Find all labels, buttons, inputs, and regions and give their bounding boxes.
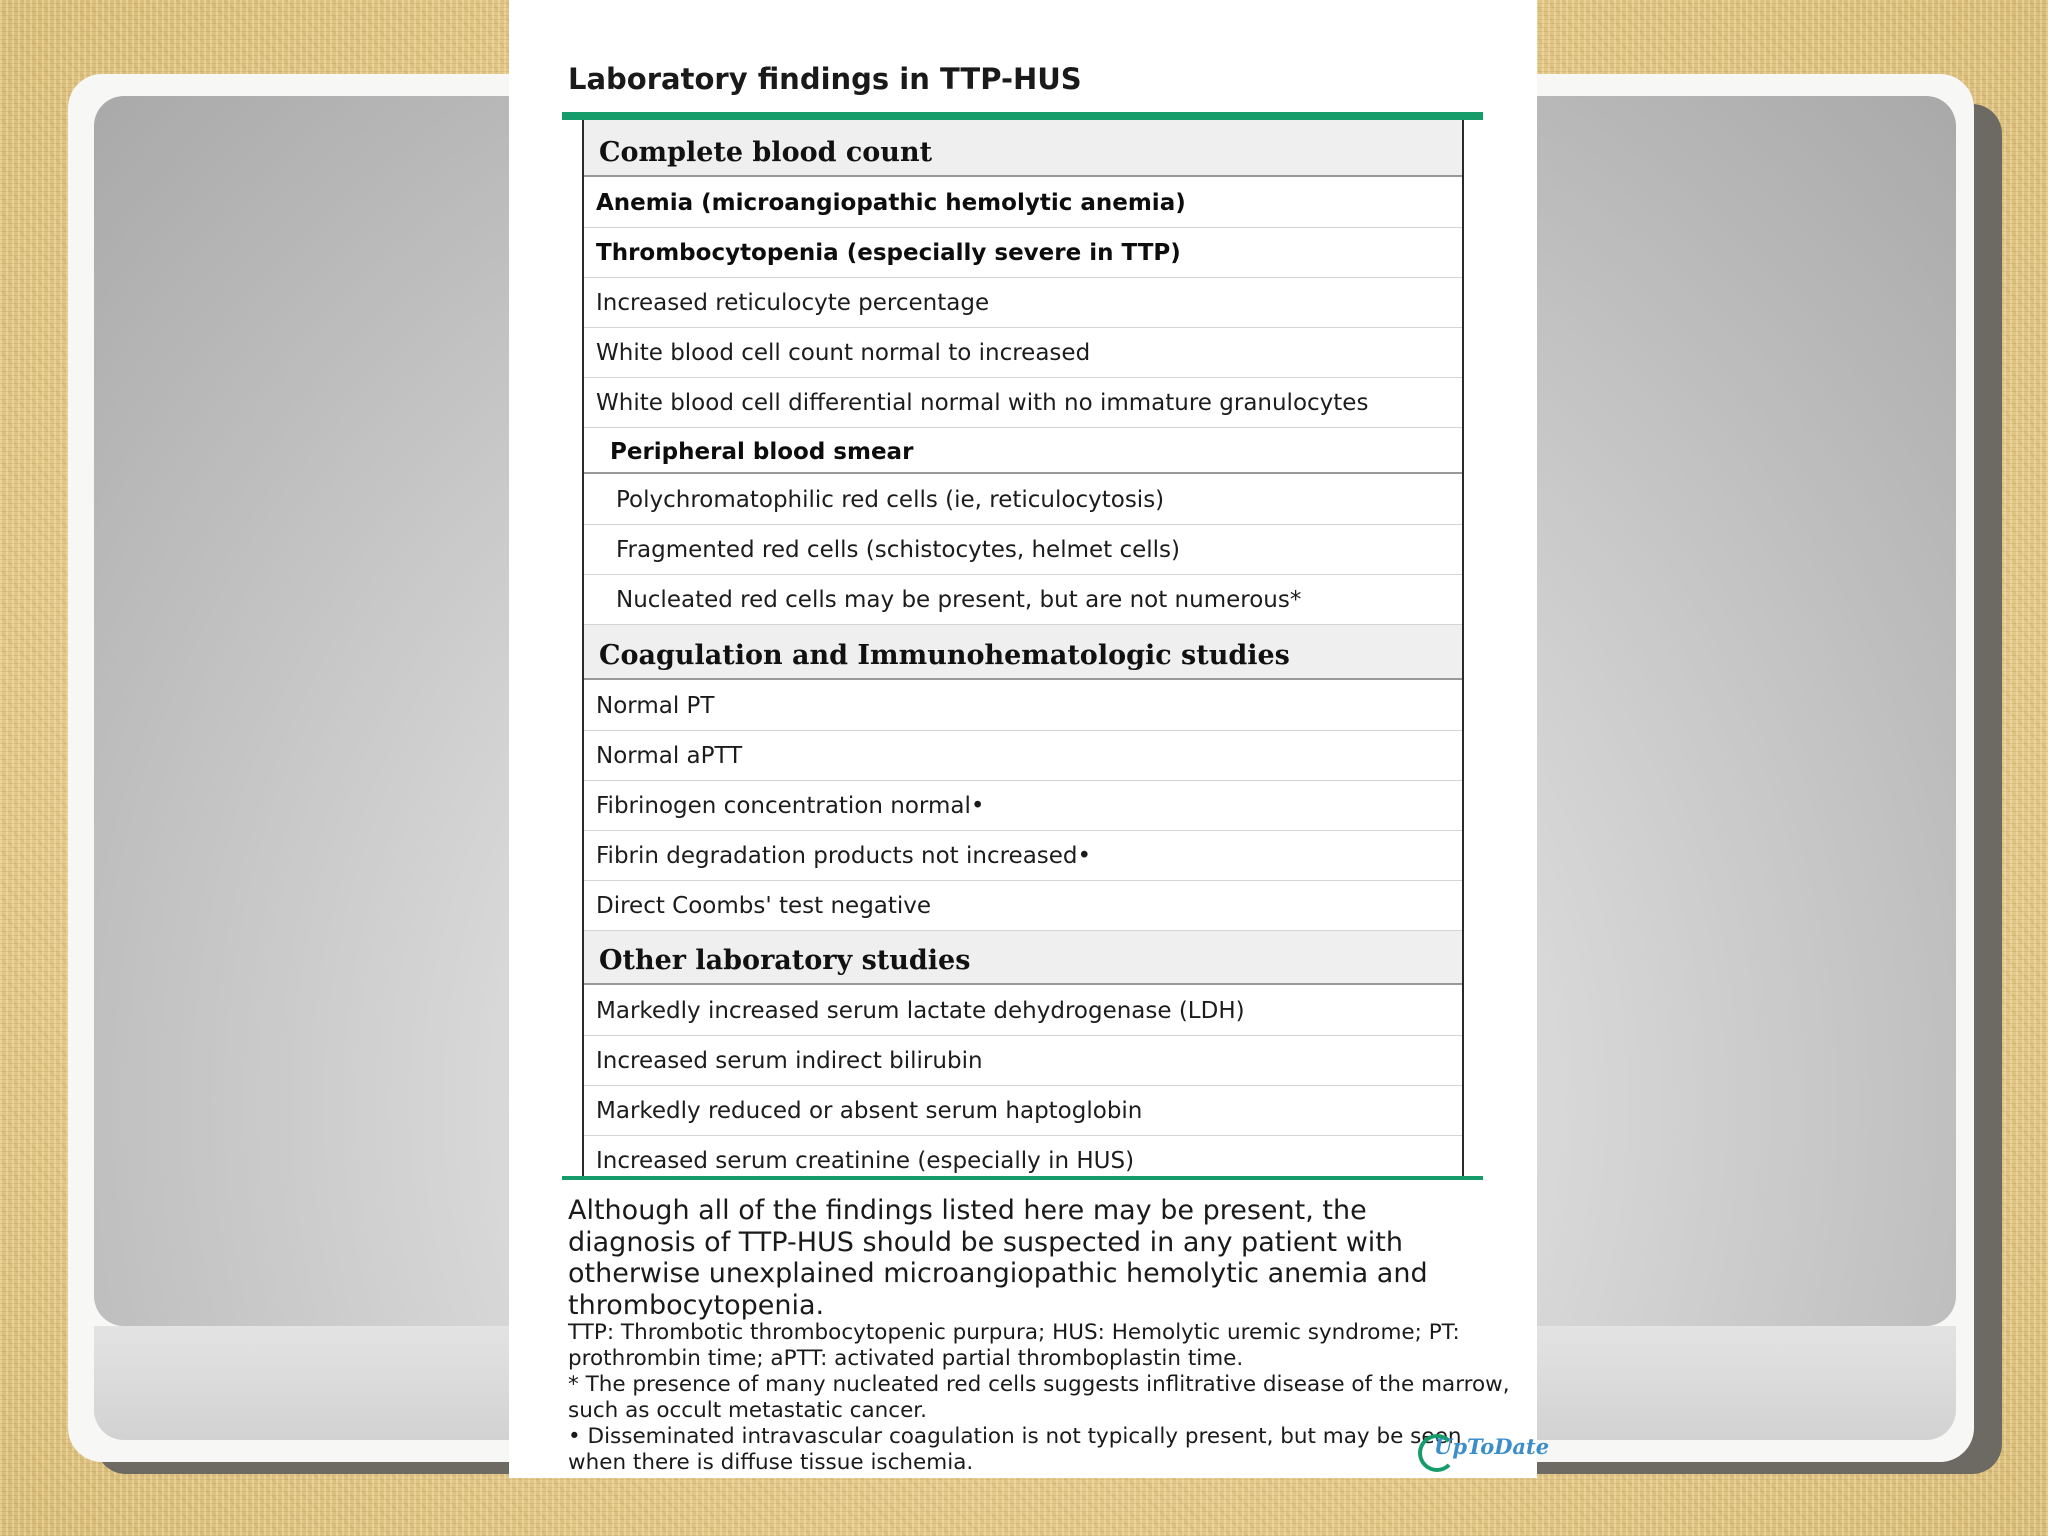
- uptodate-logo: [1418, 1428, 1550, 1478]
- table-row: Increased serum creatinine (especially in HUS): [596, 1148, 1135, 1174]
- section-header-coagulation: [584, 625, 1462, 680]
- section-header-label: Complete blood count: [599, 137, 933, 168]
- table-row: White blood cell differential normal with no immature granulocytes: [584, 377, 1462, 428]
- table-row: Normal aPTT: [584, 730, 1462, 781]
- table-row: Increased reticulocyte percentage: [584, 277, 1462, 328]
- table-row: Increased serum indirect bilirubin: [584, 1035, 1462, 1086]
- section-header-label: Other laboratory studies: [599, 945, 971, 976]
- table-row: Markedly reduced or absent serum haptoglobin: [584, 1085, 1462, 1136]
- section-header-cbc: [584, 120, 1462, 177]
- table-row: Direct Coombs' test negative: [584, 880, 1462, 931]
- subheader-label: Peripheral blood smear: [610, 439, 914, 465]
- table-row: Fragmented red cells (schistocytes, helmet cells): [584, 524, 1462, 575]
- table-row: Polychromatophilic red cells (ie, reticulocytosis): [584, 474, 1462, 525]
- footnote-bullet: • Disseminated intravascular coagulation is not typically present, but may be seen when there is diffuse tissue ischemia.: [568, 1424, 1462, 1475]
- findings-table: [562, 112, 1483, 1180]
- table-row: Markedly increased serum lactate dehydrogenase (LDH): [584, 985, 1462, 1036]
- table-row: Normal PT: [584, 680, 1462, 731]
- footnotes: [568, 1320, 1518, 1476]
- table-row: Nucleated red cells may be present, but are not numerous*: [584, 574, 1462, 625]
- document-title: Laboratory findings in TTP-HUS: [568, 62, 1082, 96]
- findings-table-body: [582, 120, 1464, 1176]
- table-row: Fibrinogen concentration normal•: [584, 780, 1462, 831]
- document-image: [509, 0, 1550, 1478]
- table-row: Thrombocytopenia (especially severe in TTP): [584, 227, 1462, 278]
- summary-note: Although all of the findings listed here may be present, the diagnosis of TTP-HUS should be suspected in any patient with otherwise unexplained microangiopathic hemolytic anemia and thrombocytopenia.: [568, 1195, 1428, 1321]
- footnote-asterisk: * The presence of many nucleated red cells suggests inflitrative disease of the marrow, such as occult metastatic cancer.: [568, 1372, 1510, 1423]
- section-header-label: Coagulation and Immunohematologic studies: [599, 640, 1290, 671]
- subheader-peripheral-smear: [584, 427, 1462, 474]
- uptodate-logo-text: UpToDate: [1434, 1434, 1550, 1459]
- section-header-other: [584, 931, 1462, 985]
- table-row: White blood cell count normal to increased: [584, 327, 1462, 378]
- table-row: Fibrin degradation products not increased•: [584, 830, 1462, 881]
- table-row: Anemia (microangiopathic hemolytic anemia): [584, 177, 1462, 228]
- footnote-abbreviations: TTP: Thrombotic thrombocytopenic purpura; HUS: Hemolytic uremic syndrome; PT: prothrombin time; aPTT: activated partial thromboplastin time.: [568, 1320, 1460, 1371]
